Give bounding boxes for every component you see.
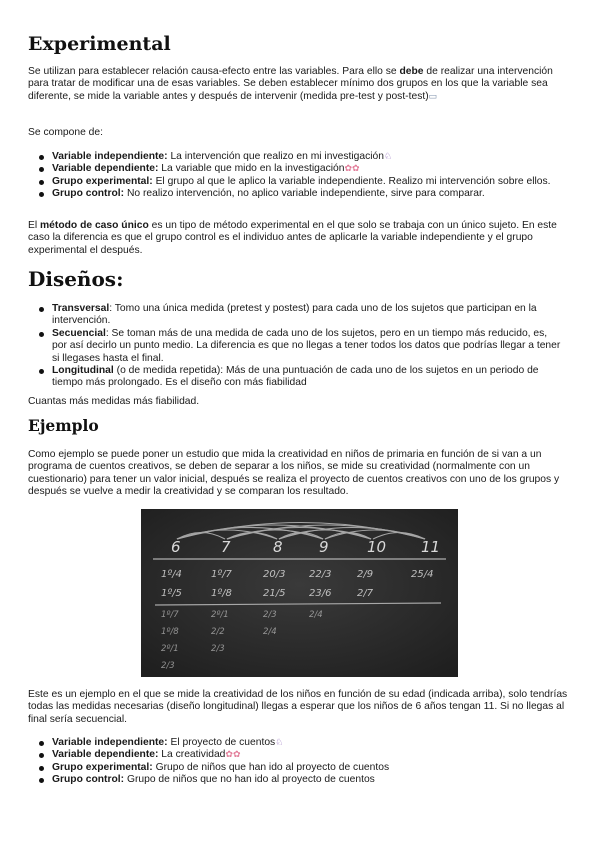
book-icon: ▭	[428, 90, 438, 101]
list-item	[38, 365, 564, 390]
board-score: 2/3	[211, 644, 225, 654]
example-components-list	[38, 737, 564, 787]
list-item	[38, 774, 564, 786]
board-age-label: 9	[319, 538, 329, 556]
board-score: 2/3	[263, 610, 277, 620]
intro-text-b: de realizar una intervención para tratar de modificar una de esas variables. Se deben establecer mínimo dos grupos en los que la variable sea diferente, se mide la variable antes y después de intervenir (medida pre-test y post-test)	[28, 66, 553, 102]
board-age-label: 10	[367, 538, 387, 556]
board-score: 21/5	[263, 588, 286, 599]
list-item	[38, 176, 564, 188]
list-desc: La creatividad	[158, 749, 226, 761]
list-item	[38, 749, 564, 761]
unicorn-icon: ♘	[383, 151, 393, 161]
reliability-note: Cuantas más medidas más fiabilidad.	[28, 396, 200, 407]
board-score: 23/6	[309, 588, 332, 599]
list-item	[38, 303, 564, 328]
list-term: Grupo experimental:	[52, 761, 153, 773]
example-paragraph: Como ejemplo se puede poner un estudio que mida la creatividad en niños de primaria en función de si van a un programa de cuentos creativos, se deben de separar a los niños, se mide su creatividad (normalmente con un cuestionario) para tener un valor inicial, después se realiza el proyecto de cuentos creativos con uno de los grupos y después se vuelve a medir la creatividad y se comparan los resultado.	[28, 449, 560, 498]
board-score: 2/4	[309, 610, 323, 620]
intro-bold: debe	[399, 66, 424, 77]
list-item	[38, 188, 564, 200]
section-title-experimental: Experimental	[28, 33, 171, 55]
list-desc: (o de medida repetida): Más de una puntuación de cada uno de los sujetos en un periodo de tiempo más prolongado. Es el diseño con más fiabilidad	[52, 365, 539, 389]
chalkboard-photo	[141, 509, 458, 677]
list-item	[38, 328, 564, 365]
list-desc: La intervención que realizo en mi investigación	[167, 151, 384, 162]
single-case-text-a: El	[28, 220, 41, 231]
single-case-bold: método de caso único	[40, 220, 149, 231]
list-term: Variable independiente:	[52, 737, 168, 748]
board-score: 1º/8	[211, 588, 232, 599]
list-desc: La variable que mido en la investigación	[158, 163, 345, 175]
after-image-paragraph: Este es un ejemplo en el que se mide la creatividad de los niños en función de su edad (indicada arriba), solo tendrías todas las medidas necesarias (diseño longitudinal) llegas a esperar que los niños de 6 años tengan 11. Si no llegas al final sería secuencial.	[28, 689, 568, 725]
board-score: 25/4	[411, 569, 434, 580]
chalkboard-drawing	[141, 509, 458, 677]
list-term: Transversal	[52, 303, 110, 314]
board-score: 2º/1	[211, 610, 229, 620]
list-term: Longitudinal	[52, 365, 114, 377]
board-score: 2/9	[357, 569, 374, 580]
board-age-label: 8	[273, 538, 283, 556]
unicorn-icon: ♘	[275, 737, 284, 747]
brain-icon: ✿✿	[344, 163, 360, 174]
board-score: 1º/4	[161, 569, 182, 580]
list-item	[38, 163, 564, 175]
list-term: Grupo control:	[52, 774, 125, 786]
board-score: 1º/5	[161, 588, 182, 599]
board-age-label: 11	[421, 538, 441, 556]
board-score: 20/3	[263, 569, 286, 580]
list-term: Grupo control:	[52, 188, 125, 200]
intro-text-a: Se utilizan para establecer relación causa-efecto entre las variables. Para ello se	[28, 66, 400, 77]
section-title-example: Ejemplo	[28, 416, 99, 435]
list-desc: Grupo de niños que no han ido al proyecto de cuentos	[124, 774, 375, 786]
list-desc: : Se toman más de una medida de cada uno de los sujetos, pero en un tiempo más reducido, es, por así decirlo un punto medio. La diferencia es que no llegas a tener todos los datos que podrías llegar a tener si llegases hasta el final.	[52, 327, 561, 364]
board-score: 2º/1	[161, 644, 179, 654]
list-desc: : Tomo una única medida (pretest y postest) para cada uno de los sujetos que participan en la intervención.	[52, 303, 537, 327]
designs-list	[38, 303, 564, 390]
list-desc: El grupo al que le aplico la variable independiente. Realizo mi intervención sobre ellos.	[152, 175, 551, 187]
board-score: 1º/7	[211, 569, 232, 580]
list-desc: El proyecto de cuentos	[167, 737, 276, 748]
section-title-designs: Diseños:	[28, 267, 124, 291]
list-term: Variable dependiente:	[52, 749, 159, 761]
board-score: 2/4	[263, 627, 277, 637]
brain-icon: ✿✿	[225, 749, 241, 760]
list-desc: No realizo intervención, no aplico variable independiente, sirve para comparar.	[124, 188, 485, 200]
list-item	[38, 762, 564, 774]
board-score: 1º/7	[161, 610, 179, 620]
single-case-paragraph	[28, 220, 572, 257]
intro-paragraph	[28, 66, 572, 103]
board-age-label: 7	[221, 538, 231, 556]
board-score: 1º/8	[161, 627, 179, 637]
list-term: Variable independiente:	[52, 151, 168, 162]
list-term: Secuencial	[52, 327, 106, 339]
list-desc: Grupo de niños que han ido al proyecto de cuentos	[152, 761, 390, 773]
board-age-label: 6	[171, 538, 181, 556]
list-item	[38, 737, 564, 749]
board-score: 2/2	[211, 627, 225, 637]
board-score: 2/7	[357, 588, 374, 599]
components-list	[38, 151, 564, 201]
board-score: 2/3	[161, 661, 175, 671]
list-item	[38, 151, 564, 163]
compose-label: Se compone de:	[28, 127, 103, 138]
single-case-text-b: es un tipo de método experimental en el que solo se trabaja con un único sujeto. En este caso la diferencia es que el grupo control es el individuo antes de aplicarle la variable independiente y el grupo experimental el después.	[28, 220, 557, 256]
list-term: Variable dependiente:	[52, 163, 159, 175]
list-term: Grupo experimental:	[52, 175, 153, 187]
board-score: 22/3	[309, 569, 332, 580]
